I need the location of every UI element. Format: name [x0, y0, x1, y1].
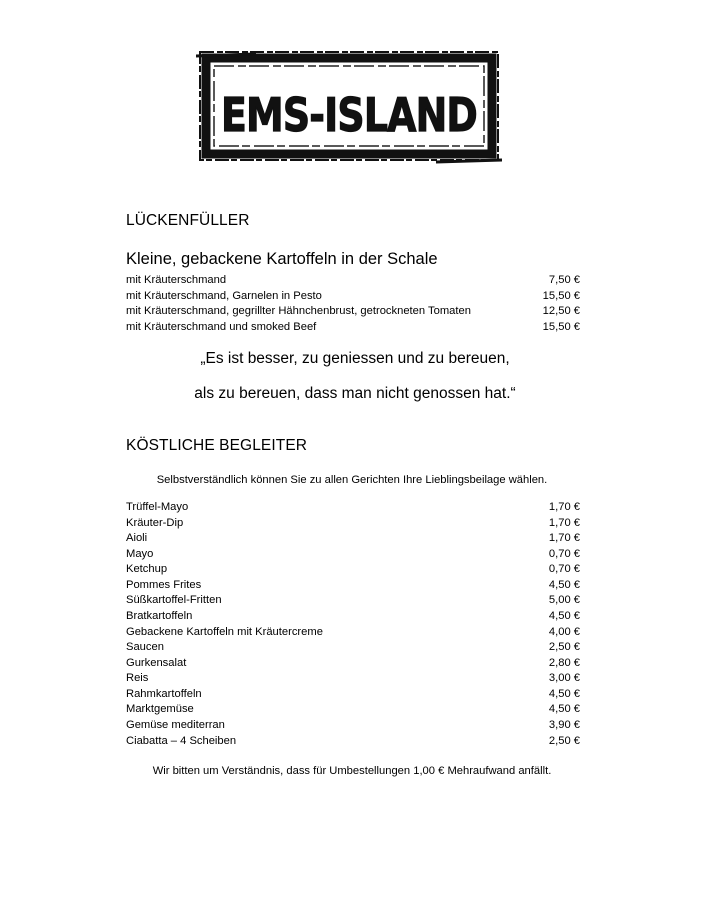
logo-stamp: [196, 44, 502, 166]
menu-item-name: mit Kräuterschmand, Garnelen in Pesto: [126, 289, 322, 302]
menu-item-price: 0,70 €: [548, 562, 580, 575]
menu-item-price: 4,50 €: [548, 702, 580, 715]
section-title-begleiter: KÖSTLICHE BEGLEITER: [126, 437, 308, 454]
logo: [196, 44, 502, 166]
menu-item-price: 0,70 €: [548, 547, 580, 560]
menu-item: [126, 733, 580, 748]
menu-item-price: 2,50 €: [548, 734, 580, 747]
menu-item-name: mit Kräuterschmand: [126, 273, 227, 286]
menu-item-name: Pommes Frites: [126, 578, 202, 591]
menu-item: [126, 592, 580, 607]
menu-item-name: Mayo: [126, 547, 154, 560]
menu-item: [126, 701, 580, 716]
menu-item: [126, 288, 580, 303]
menu-item: [126, 577, 580, 592]
menu-item: [126, 639, 580, 654]
menu-item: [126, 546, 580, 561]
menu-item-name: Marktgemüse: [126, 702, 194, 715]
menu-item: [126, 624, 580, 639]
menu-item-price: 5,00 €: [548, 593, 580, 606]
menu-item-name: Ketchup: [126, 562, 168, 575]
quote-line-2: als zu bereuen, dass man nicht genossen hat.“: [194, 385, 516, 402]
menu-item-name: Trüffel-Mayo: [126, 500, 189, 513]
menu-item-name: Gebackene Kartoffeln mit Kräutercreme: [126, 625, 323, 638]
menu-item-name: Saucen: [126, 640, 164, 653]
menu-item-price: 12,50 €: [542, 304, 580, 317]
menu-item-price: 1,70 €: [548, 516, 580, 529]
menu-item: [126, 515, 580, 530]
logo-text: EMS-ISLAND: [221, 88, 477, 142]
menu-item-price: 15,50 €: [542, 320, 580, 333]
menu-item-name: Kräuter-Dip: [126, 516, 184, 529]
quote-line-1: „Es ist besser, zu geniessen und zu bereuen,: [200, 350, 510, 367]
menu-item-name: Bratkartoffeln: [126, 609, 193, 622]
menu-item-price: 4,00 €: [548, 625, 580, 638]
menu-item-name: Gurkensalat: [126, 656, 187, 669]
menu-item-name: Süßkartoffel-Fritten: [126, 593, 222, 606]
menu-item-name: Rahmkartoffeln: [126, 687, 202, 700]
menu-item: [126, 655, 580, 670]
menu-item-price: 1,70 €: [548, 500, 580, 513]
menu-item-name: mit Kräuterschmand und smoked Beef: [126, 320, 317, 333]
menu-item: [126, 499, 580, 514]
menu-item: [126, 272, 580, 287]
menu-item: [126, 686, 580, 701]
menu-item-price: 2,80 €: [548, 656, 580, 669]
menu-item-price: 4,50 €: [548, 578, 580, 591]
menu-item: [126, 319, 580, 334]
menu-item: [126, 717, 580, 732]
section-title-lueckenfueller: LÜCKENFÜLLER: [126, 212, 250, 229]
menu-item-name: Ciabatta – 4 Scheiben: [126, 734, 237, 747]
menu-item-price: 4,50 €: [548, 687, 580, 700]
menu-item-price: 3,90 €: [548, 718, 580, 731]
menu-item-name: Reis: [126, 671, 149, 684]
menu-item-name: Gemüse mediterran: [126, 718, 225, 731]
menu-item-name: Aioli: [126, 531, 148, 544]
menu-item: [126, 608, 580, 623]
menu-item-price: 4,50 €: [548, 609, 580, 622]
menu-item-price: 3,00 €: [548, 671, 580, 684]
menu-item-price: 2,50 €: [548, 640, 580, 653]
footer-note: Wir bitten um Verständnis, dass für Umbestellungen 1,00 € Mehraufwand anfällt.: [152, 765, 552, 777]
menu-item: [126, 670, 580, 685]
menu-item: [126, 303, 580, 318]
menu-item-name: mit Kräuterschmand, gegrillter Hähnchenbrust, getrockneten Tomaten: [126, 304, 471, 317]
section-subtitle: Kleine, gebackene Kartoffeln in der Schale: [126, 250, 438, 268]
menu-item-price: 15,50 €: [542, 289, 580, 302]
menu-item: [126, 530, 580, 545]
menu-item: [126, 561, 580, 576]
menu-item-price: 7,50 €: [548, 273, 580, 286]
menu-item-price: 1,70 €: [548, 531, 580, 544]
section-intro: Selbstverständlich können Sie zu allen Gerichten Ihre Lieblingsbeilage wählen.: [156, 474, 548, 486]
